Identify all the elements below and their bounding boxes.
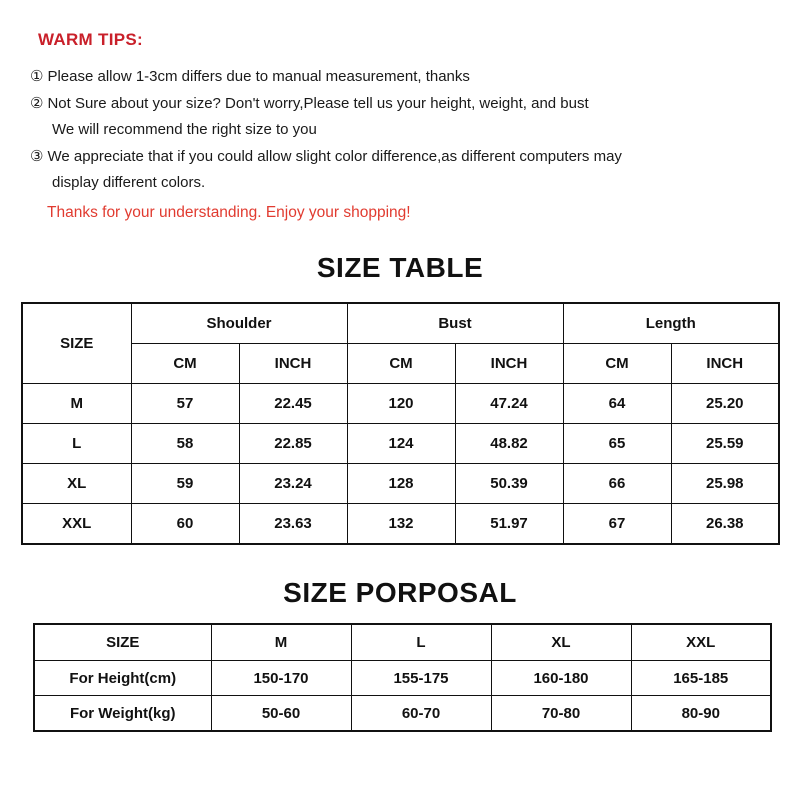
table-row-weight <box>34 696 771 732</box>
proposal-header-row <box>34 624 771 661</box>
size-xl-header: XL <box>491 624 631 661</box>
table-cell: 22.85 <box>239 424 347 464</box>
unit-header: CM <box>131 344 239 384</box>
unit-header: INCH <box>671 344 779 384</box>
table-cell: 25.20 <box>671 384 779 424</box>
table-cell: 48.82 <box>455 424 563 464</box>
table-cell: 23.24 <box>239 464 347 504</box>
table-cell: 47.24 <box>455 384 563 424</box>
circled-number-1: ① <box>30 68 44 85</box>
size-m-header: M <box>211 624 351 661</box>
row-label: For Height(cm) <box>34 661 211 696</box>
table-cell: 60 <box>131 504 239 545</box>
tip-2-text-line2: We will recommend the right size to you <box>52 121 317 138</box>
thanks-message: Thanks for your understanding. Enjoy your shopping! <box>47 203 411 221</box>
table-cell: 66 <box>563 464 671 504</box>
circled-number-2: ② <box>30 94 44 112</box>
table-cell: 120 <box>347 384 455 424</box>
size-cell: XXL <box>22 504 131 545</box>
table-cell: 22.45 <box>239 384 347 424</box>
table-cell: 57 <box>131 384 239 424</box>
table-row-height <box>34 661 771 696</box>
table-cell: 51.97 <box>455 504 563 545</box>
unit-header: INCH <box>455 344 563 384</box>
table-row-size-xl <box>22 464 779 504</box>
size-table-header-row-units <box>22 344 779 384</box>
table-cell: 25.98 <box>671 464 779 504</box>
row-label: For Weight(kg) <box>34 696 211 732</box>
tip-3-text-line1: We appreciate that if you could allow slight color difference,as different computers may <box>47 147 622 165</box>
table-cell: 67 <box>563 504 671 545</box>
table-cell: 50-60 <box>211 696 351 732</box>
warm-tips-section <box>30 30 770 226</box>
unit-header: INCH <box>239 344 347 384</box>
table-cell: 59 <box>131 464 239 504</box>
table-row-size-xxl <box>22 504 779 545</box>
table-cell: 65 <box>563 424 671 464</box>
table-row-size-l <box>22 424 779 464</box>
tip-3 <box>30 144 770 171</box>
size-l-header: L <box>351 624 491 661</box>
tip-1-text: Please allow 1-3cm differs due to manual measurement, thanks <box>47 68 470 85</box>
bust-group-header: Bust <box>347 303 563 344</box>
table-cell: 60-70 <box>351 696 491 732</box>
tip-1 <box>30 64 770 91</box>
unit-header: CM <box>563 344 671 384</box>
table-cell: 25.59 <box>671 424 779 464</box>
table-cell: 124 <box>347 424 455 464</box>
table-cell: 70-80 <box>491 696 631 732</box>
length-group-header: Length <box>563 303 779 344</box>
table-cell: 64 <box>563 384 671 424</box>
size-column-header: SIZE <box>22 303 131 384</box>
table-cell: 23.63 <box>239 504 347 545</box>
table-cell: 155-175 <box>351 661 491 696</box>
size-cell: L <box>22 424 131 464</box>
tip-2 <box>30 91 770 118</box>
table-cell: 58 <box>131 424 239 464</box>
shoulder-group-header: Shoulder <box>131 303 347 344</box>
size-table-header-row-groups <box>22 303 779 344</box>
table-cell: 132 <box>347 504 455 545</box>
table-cell: 26.38 <box>671 504 779 545</box>
table-cell: 160-180 <box>491 661 631 696</box>
unit-header: CM <box>347 344 455 384</box>
size-xxl-header: XXL <box>631 624 771 661</box>
size-cell: XL <box>22 464 131 504</box>
table-cell: 80-90 <box>631 696 771 732</box>
size-proposal-heading: SIZE PORPOSAL <box>283 577 517 608</box>
warm-tips-title: WARM TIPS: <box>38 30 143 49</box>
tip-3-text-line2: display different colors. <box>52 174 206 191</box>
table-cell: 165-185 <box>631 661 771 696</box>
size-table-heading: SIZE TABLE <box>316 252 484 283</box>
size-proposal-table <box>33 623 772 732</box>
circled-number-3: ③ <box>30 147 44 165</box>
table-row-size-m <box>22 384 779 424</box>
table-cell: 150-170 <box>211 661 351 696</box>
table-cell: 128 <box>347 464 455 504</box>
size-cell: M <box>22 384 131 424</box>
size-table <box>21 302 780 545</box>
tip-2-text-line1: Not Sure about your size? Don't worry,Please tell us your height, weight, and bust <box>47 94 589 112</box>
table-cell: 50.39 <box>455 464 563 504</box>
size-column-header: SIZE <box>34 624 211 661</box>
